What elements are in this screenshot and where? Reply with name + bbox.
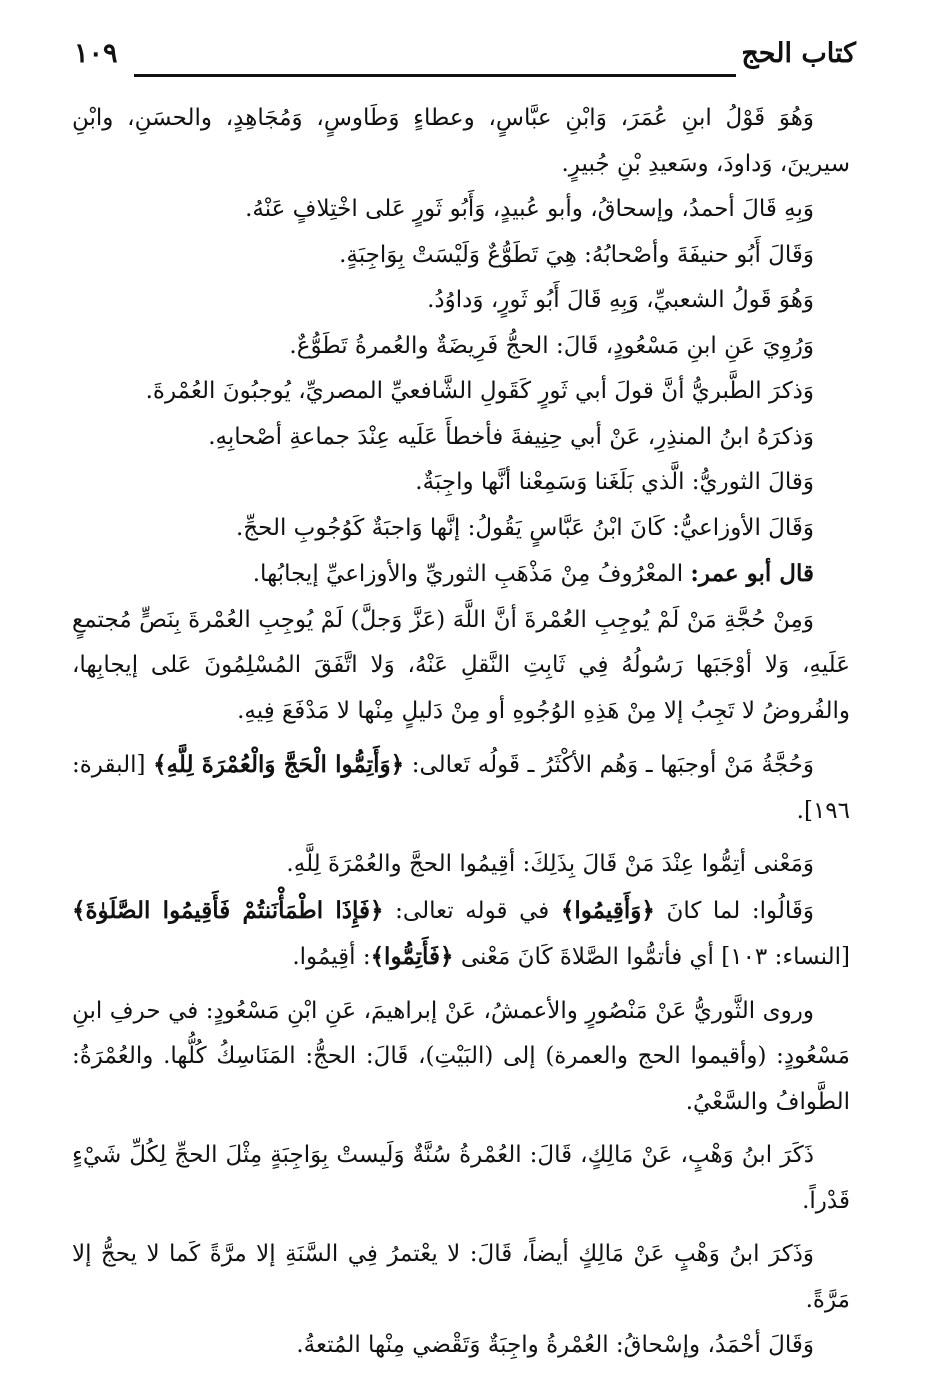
page-header bbox=[74, 36, 856, 86]
paragraph bbox=[72, 233, 850, 279]
paragraph bbox=[72, 888, 850, 981]
quran-verse: ﴿فَأَتِمُّوا﴾ bbox=[370, 943, 454, 970]
header-rule bbox=[134, 74, 736, 77]
paragraph bbox=[72, 1232, 850, 1323]
paragraph bbox=[72, 742, 850, 834]
quran-verse: ﴿وَأَتِمُّوا الْحَجَّ وَالْعُمْرَةَ لِلَّهِ﴾ bbox=[153, 751, 405, 778]
page-number: ١٠٩ bbox=[74, 38, 118, 69]
paragraph-text: في قوله تعالى: bbox=[383, 897, 561, 924]
paragraph bbox=[72, 96, 850, 187]
paragraph-lead: قال أبو عمر: bbox=[690, 560, 814, 587]
paragraph-text: وَمَعْنى أتِمُّوا عِنْدَ مَنْ قَالَ بِذَلِكَ: أقِيمُوا الحجَّ والعُمْرَةَ لِلَّهِ. bbox=[286, 851, 814, 877]
paragraph bbox=[72, 842, 850, 888]
paragraph-text: وَقَالَ أحْمَدُ، وإسْحاقُ: العُمْرةُ واجِبَةٌ وَتَقْضي مِنْها المُتعةُ. bbox=[296, 1332, 814, 1358]
paragraph-text: وَهُوَ قَوْلُ ابنِ عُمَرَ، وَابْنِ عبَّاسٍ، وعطاءٍ وَطَاوسٍ، وَمُجَاهِدٍ، والحسَنِ، وابْنِ سيرينَ، وَداودَ، وسَعيدِ بْنِ جُبيرٍ. bbox=[72, 105, 850, 177]
verse-citation: [النساء: ١٠٣] أي فأتمُّوا الصَّلاةَ كَانَ مَعْنى bbox=[453, 944, 850, 970]
paragraph-text: وَبِهِ قَالَ أحمدُ، وإسحاقُ، وأبو عُبيدٍ، وَأَبُو ثَورٍ عَلى اخْتِلافٍ عَنْهُ. bbox=[245, 196, 814, 222]
paragraph-text: وَهُوَ قَولُ الشعبيِّ، وَبِهِ قَالَ أَبُو ثَورٍ، وَداوُدُ. bbox=[427, 287, 814, 313]
paragraph-text: وَرُوِيَ عَنِ ابنِ مَسْعُودٍ، قَالَ: الحجُّ فَرِيضَةٌ والعُمرةُ تَطَوُّعٌ. bbox=[289, 332, 814, 359]
paragraph bbox=[72, 506, 850, 552]
paragraph-text: وَذَكرَ ابنُ وَهْبٍ عَنْ مَالِكٍ أيضاً، قَالَ: لا يعْتمرُ فِي السَّنَةِ إلا مرَّةً كَما لا يحجُّ إلا مَرَّةً. bbox=[72, 1241, 850, 1313]
paragraph bbox=[72, 1323, 850, 1369]
paragraph bbox=[72, 551, 850, 598]
paragraph-text: وَقَالَ أَبُو حنيفَةَ وأصْحابُهُ: هِيَ تَطَوُّعٌ وَلَيْسَتْ بِوَاجِبَةٍ. bbox=[339, 241, 814, 268]
paragraph-text: وَذكرَ الطَّبريُّ أنَّ قولَ أبي ثَورٍ كَقَولِ الشَّافعيِّ المصريِّ، يُوجبُونَ العُمْرةَ. bbox=[145, 378, 814, 404]
paragraph bbox=[72, 598, 850, 735]
paragraph-text: المعْرُوفُ مِنْ مَذْهَبِ الثوريِّ والأوزاعيِّ إيجابُها. bbox=[252, 561, 691, 587]
body-text bbox=[72, 96, 850, 1369]
paragraph-text: وروى الثَّوريُّ عَنْ مَنْصُورٍ والأعمشُ، عَنْ إبراهيمَ، عَنِ ابْنِ مَسْعُودٍ: في حرفِ ابنِ مَسْعُودٍ: (وأقيموا الحج والعمرة) إلى (البَيْتِ)، قَالَ: الحجُّ: المَنَاسِكُ كُلُّها. والعُمْرَةُ: الطَّوافُ والسَّعْيُ. bbox=[72, 997, 850, 1115]
paragraph-text: ذَكَرَ ابنُ وَهْبٍ، عَنْ مَالِكٍ، قَالَ: العُمْرةُ سُنَّةٌ وَلَيستْ بِوَاجِبَةٍ مِثْلَ الحجِّ لِكُلِّ شَيْءٍ قَدْراً. bbox=[72, 1142, 850, 1214]
quran-verse: ﴿وَأَقِيمُوا﴾ bbox=[560, 896, 655, 924]
paragraph-text: وَحُجَّةُ مَنْ أوجبَها ـ وَهُم الأكْثَرُ ـ قَولُه تَعالى: bbox=[404, 752, 815, 778]
paragraph-text: وَذكرَهُ ابنُ المنذِرِ، عَنْ أبي حِنِيفةَ فأخطأَ عَلَيه عِنْدَ جماعةِ أصْحابِهِ. bbox=[208, 423, 814, 450]
paragraph bbox=[72, 1133, 850, 1224]
paragraph-text: وَقَالَ الأوزاعيُّ: كَانَ ابْنُ عَبَّاسٍ يَقُولُ: إنَّها وَاجبَةٌ كَوُجُوبِ الحجِّ. bbox=[235, 514, 814, 541]
paragraph bbox=[72, 187, 850, 233]
paragraph bbox=[72, 369, 850, 415]
quran-verse: ﴿فَإِذَا اطْمَأْنَنتُمْ فَأَقِيمُوا الصَّلَوٰةَ﴾ bbox=[72, 896, 384, 924]
verse-citation: [البقرة: ١٩٦]. bbox=[72, 752, 850, 824]
paragraph bbox=[72, 415, 850, 461]
paragraph bbox=[72, 460, 850, 506]
paragraph bbox=[72, 324, 850, 370]
paragraph-text: : أقِيمُوا. bbox=[292, 944, 371, 970]
paragraph-text: وَقَالُوا: لما كانَ bbox=[654, 897, 814, 924]
paragraph-text: وَقالَ الثوريُّ: الَّذي بَلَغَنا وَسَمِعْنا أنَّها واجِبَةٌ. bbox=[415, 469, 814, 495]
paragraph bbox=[72, 989, 850, 1126]
paragraph-text: وَمِنْ حُجَّةِ مَنْ لَمْ يُوجِبِ العُمْرةَ أنَّ اللَّهَ (عَزَّ وَجلَّ) لَمْ يُوجِبِ العُمْرةَ بِنَصٍّ مُجتمعٍ عَلَيهِ، وَلا أوْجَبَها رَسُولُهُ فِي ثَابِتِ النَّقلِ عَنْهُ، وَلا اتَّفَقَ المُسْلِمُونَ عَلى إيجابِها، والفُروضُ لا تَجِبُ إلا مِنْ هَذِهِ الوُجُوهِ أو مِنْ دَليلٍ مِنْها لا مَدْفَعَ فِيهِ. bbox=[72, 606, 850, 724]
paragraph bbox=[72, 278, 850, 324]
running-title: كتاب الحج bbox=[741, 38, 856, 69]
